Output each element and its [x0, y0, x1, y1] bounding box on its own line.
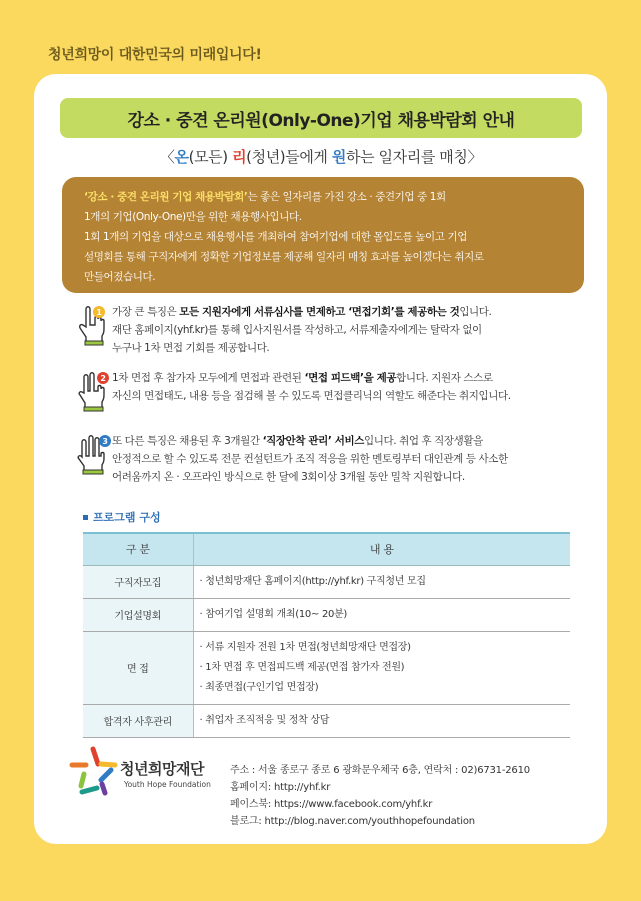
feature-1-line-2: 재단 홈페이지(yhf.kr)를 통해 입사지원서를 작성하고, 서류제출자에게는 탈락자 없이	[112, 324, 482, 336]
hand-one-finger-icon	[76, 303, 112, 347]
hand-three-fingers-icon	[76, 432, 112, 476]
feature-3-line-1	[112, 432, 576, 450]
row-content	[193, 704, 570, 737]
feature-2-number: 2	[100, 374, 106, 383]
feature-1-number: 1	[96, 308, 102, 317]
feature-2-line-2: 자신의 면접태도, 내용 등을 점검해 볼 수 있도록 면접클리닉의 역할도 해준다는 취지입니다.	[112, 390, 511, 402]
org-name: 청년희망재단	[120, 760, 204, 778]
row-content	[193, 565, 570, 598]
row-item: · 서류 지원자 전원 1차 면접(청년희망재단 면접장)	[199, 641, 411, 653]
feature-1	[76, 303, 576, 357]
program-section-label	[83, 509, 161, 525]
table-row	[83, 565, 570, 598]
feature-1-a: 가장 큰 특징은	[112, 306, 180, 318]
feature-3-line-2: 안정적으로 할 수 있도록 전문 컨설턴트가 조직 적응을 위한 멘토링부터 대인관계 등 사소한	[112, 453, 508, 465]
feature-2-c: 합니다. 지원자 스스로	[396, 372, 493, 384]
row-content	[193, 598, 570, 631]
row-category: 기업설명회	[83, 598, 193, 631]
subtitle-keyword-won: 원	[331, 148, 346, 166]
contact-info	[230, 762, 530, 830]
row-category: 합격자 사후관리	[83, 704, 193, 737]
intro-line-1	[84, 187, 562, 207]
intro-line-1-rest: 는 좋은 일자리를 가진 강소 · 중견기업 중 1회	[247, 191, 446, 203]
program-label-text: 프로그램 구성	[93, 511, 161, 524]
row-content	[193, 631, 570, 704]
row-category: 면 접	[83, 631, 193, 704]
intro-line-5: 만들어졌습니다.	[84, 271, 156, 283]
header-category: 구 분	[83, 533, 193, 565]
feature-3-number: 3	[102, 437, 108, 446]
feature-1-bold: 모든 지원자에게 서류심사를 면제하고 ‘면접기회’를 제공하는 것	[179, 306, 460, 318]
table-row	[83, 598, 570, 631]
subtitle-part-1: (모든)	[188, 148, 233, 166]
feature-3-c: 입니다. 취업 후 직장생활을	[363, 435, 483, 447]
feature-1-c: 입니다.	[459, 306, 492, 318]
feature-2-bold: ‘면접 피드백’을 제공	[304, 372, 397, 384]
star-logo-icon	[68, 746, 118, 796]
intro-box	[62, 177, 584, 293]
feature-1-line-1	[112, 303, 576, 321]
subtitle-part-2: (청년)들에게	[246, 148, 332, 166]
row-item: · 청년희망재단 홈페이지(http://yhf.kr) 구직청년 모집	[199, 575, 426, 587]
feature-2	[76, 369, 576, 405]
feature-3-a: 또 다른 특징은 채용된 후 3개월간	[112, 435, 263, 447]
table-row	[83, 631, 570, 704]
top-slogan: 청년희망이 대한민국의 미래입니다!	[48, 47, 262, 63]
header-content: 내 용	[193, 533, 570, 565]
intro-line-3: 1회 1개의 기업을 대상으로 채용행사를 개최하여 참여기업에 대한 몰입도를 높이고 기업	[84, 231, 467, 243]
feature-3-bold: ‘직장안착 관리’ 서비스	[262, 435, 364, 447]
feature-3-line-3: 어려움까지 온 · 오프라인 방식으로 한 달에 3회이상 3개월 동안 밀착 지원합니다.	[112, 471, 465, 483]
row-item: · 취업자 조직적응 및 정착 상담	[199, 714, 330, 726]
intro-highlight: ‘강소 · 중견 온리원 기업 채용박람회’	[84, 191, 248, 203]
feature-1-line-3: 누구나 1차 면접 기회를 제공합니다.	[112, 342, 270, 354]
row-category: 구직자모집	[83, 565, 193, 598]
square-bullet-icon	[83, 515, 88, 520]
table-row	[83, 704, 570, 737]
feature-2-line-1	[112, 369, 576, 387]
address-text: 주소 : 서울 종로구 종로 6 광화문우체국 6층, 연락처 : 02)6731-2610	[230, 765, 530, 776]
page-title: 강소 · 중견 온리원(Only-One)기업 채용박람회 안내	[60, 98, 582, 138]
facebook-link[interactable]: 페이스북: https://www.facebook.com/yhf.kr	[230, 799, 433, 810]
row-item: · 최종면접(구인기업 면접장)	[199, 681, 319, 693]
row-item: · 1차 면접 후 면접피드백 제공(면접 참가자 전원)	[199, 661, 405, 673]
program-table-header	[83, 533, 570, 565]
homepage-link[interactable]: 홈페이지: http://yhf.kr	[230, 782, 331, 793]
feature-3	[76, 432, 576, 486]
intro-line-4: 설명회를 통해 구직자에게 정확한 기업정보를 제공해 일자리 매칭 효과를 높이겠다는 취지로	[84, 251, 484, 263]
feature-2-a: 1차 면접 후 참가자 모두에게 면접과 관련된	[112, 372, 305, 384]
intro-line-2: 1개의 기업(Only-One)만을 위한 채용행사입니다.	[84, 211, 302, 223]
subtitle-keyword-on: 온	[174, 148, 189, 166]
program-table	[83, 532, 570, 738]
subtitle-keyword-ri: 리	[232, 148, 247, 166]
blog-link[interactable]: 블로그: http://blog.naver.com/youthhopefoundation	[230, 816, 475, 827]
subtitle-open: 〈	[159, 148, 175, 166]
hand-two-fingers-icon	[76, 369, 112, 413]
foundation-logo	[68, 746, 218, 796]
org-english-name: Youth Hope Foundation	[124, 780, 211, 789]
page-subtitle	[60, 146, 582, 167]
row-item: · 참여기업 설명회 개최(10~ 20분)	[199, 608, 348, 620]
subtitle-part-3: 하는 일자리를 매칭〉	[346, 148, 483, 166]
